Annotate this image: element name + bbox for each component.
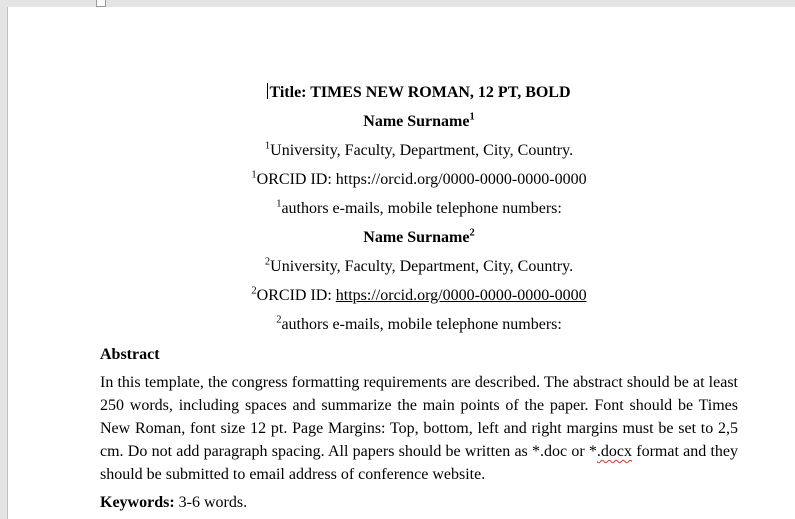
author1-orcid-label: ORCID ID: xyxy=(256,171,336,188)
author1-contact-sup: 1 xyxy=(276,198,282,210)
author1-contact: authors e-mails, mobile telephone numbers: xyxy=(281,200,562,217)
author2-orcid-line[interactable] xyxy=(100,281,738,310)
author2-affiliation-line[interactable] xyxy=(100,252,738,281)
author2-affiliation: University, Faculty, Department, City, Country. xyxy=(270,258,574,275)
document-content xyxy=(8,7,795,513)
author1-orcid-sup: 1 xyxy=(251,169,257,181)
author2-orcid-label: ORCID ID: xyxy=(256,287,336,304)
abstract-paragraph[interactable] xyxy=(100,371,738,486)
author2-orcid-link[interactable]: https://orcid.org/0000-0000-0000-0000 xyxy=(335,287,587,304)
keywords-value: 3-6 words. xyxy=(174,494,248,511)
abstract-heading[interactable]: Abstract xyxy=(100,346,160,363)
doc-title-text: Title: TIMES NEW ROMAN, 12 PT, BOLD xyxy=(269,84,571,101)
document-page xyxy=(7,7,795,519)
author1-contact-line[interactable] xyxy=(100,194,738,223)
author2-name-sup: 2 xyxy=(469,227,475,239)
author2-contact-sup: 2 xyxy=(276,314,282,326)
author2-name: Name Surname xyxy=(363,229,470,246)
author1-orcid-link[interactable]: https://orcid.org/0000-0000-0000-0000 xyxy=(335,171,587,188)
author2-affiliation-sup: 2 xyxy=(264,256,271,268)
author2-contact: authors e-mails, mobile telephone numbers: xyxy=(281,316,562,333)
author2-name-line[interactable] xyxy=(100,223,738,252)
author1-name-sup: 1 xyxy=(469,111,475,123)
author2-orcid-sup: 2 xyxy=(251,285,257,297)
abstract-text-part2: format and they should be submitted to email address of conference website. xyxy=(100,443,739,483)
keywords-line[interactable] xyxy=(100,492,738,513)
author1-affiliation: University, Faculty, Department, City, Country. xyxy=(270,142,574,159)
author1-affiliation-line[interactable] xyxy=(100,136,738,165)
author1-name: Name Surname xyxy=(363,113,470,130)
abstract-text-part1: In this template, the congress formatting requirements are described. The abstract should be at least 250 words, including spaces and summarize the main points of the paper. Font should be Times New Roman, font size 12 pt. Page Margins: Top, bottom, left and right margins must be set to 2,5 cm. Do not add paragraph spacing. All papers should be written as *.doc or * xyxy=(100,374,738,460)
author1-affiliation-sup: 1 xyxy=(264,140,271,152)
author1-name-line[interactable] xyxy=(100,107,738,136)
page-whitespace-toggle-icon[interactable] xyxy=(96,0,106,7)
doc-title-line[interactable] xyxy=(100,78,738,107)
spellcheck-flagged-word: .docx xyxy=(596,443,633,460)
keywords-label: Keywords: xyxy=(100,494,175,511)
author2-contact-line[interactable] xyxy=(100,310,738,339)
author1-orcid-line[interactable] xyxy=(100,165,738,194)
